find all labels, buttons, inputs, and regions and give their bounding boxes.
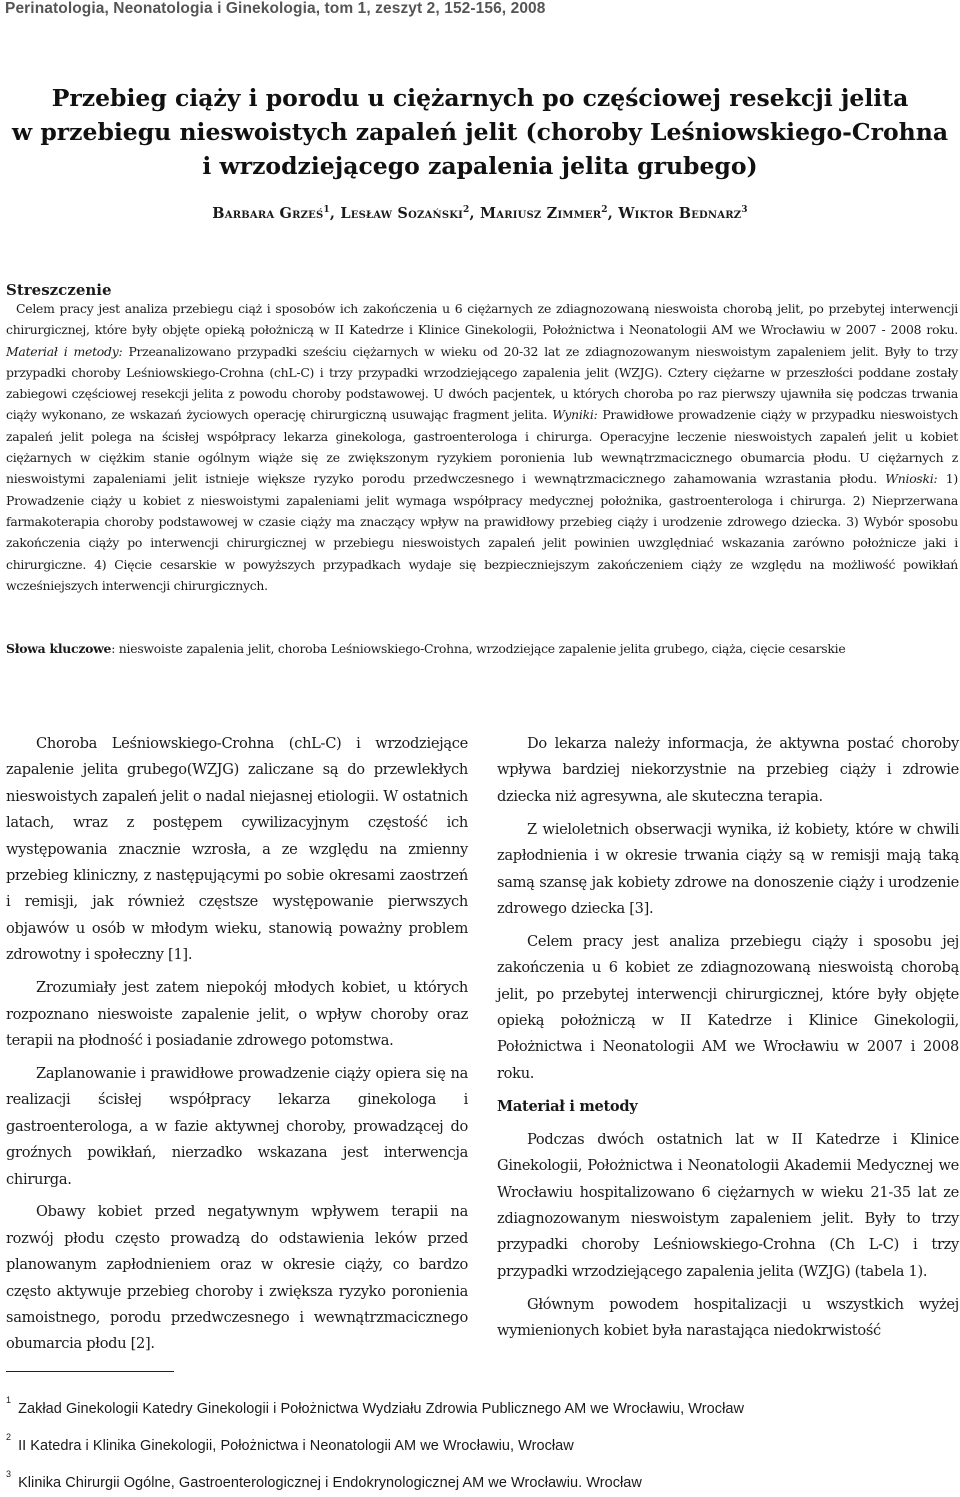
body-paragraph: Podczas dwóch ostatnich lat w II Katedrze i Klinice Ginekologii, Położnictwa i Neonatologii Akademii Medycznej we Wrocławiu hospitalizowano 6 ciężarnych w wieku 21-35 lat ze zdiagnozowanym nieswoistym zapaleniem jelit. Były to trzy przypadki choroby Leśniowskiego-Crohna (Ch L-C) i trzy przypadki wrzodziejącego zapalenia jelita (WZJG) (tabela 1).	[497, 1130, 959, 1280]
abstract-text	[6, 298, 958, 596]
footnotes	[6, 1386, 956, 1497]
body-paragraph: Obawy kobiet przed negatywnym wpływem terapii na rozwój płodu często prowadzą do odstawienia leków przed planowanym zapłodnieniem oraz w okresie ciąży, co bardzo często aktywuje przebieg choroby i zwiększa ryzyko poronienia samoistnego, porodu przedwczesnego i wewnątrzmacicznego obumarcia płodu [2].	[6, 1203, 468, 1353]
body-paragraph: Zaplanowanie i prawidłowe prowadzenie ciąży opiera się na realizacji ścisłej współpracy lekarza ginekologa i gastroenterologa, a w fazie aktywnej choroby, prowadzącej do groźnych powikłań, nierzadko wskazana jest interwencja chirurga.	[6, 1064, 468, 1188]
author-affiliation: 3	[741, 205, 748, 216]
author-name: Mariusz Zimmer	[479, 205, 602, 222]
author-name: Lesław Sozański	[340, 205, 464, 222]
body-paragraph: Choroba Leśniowskiego-Crohna (chL-C) i wrzodziejące zapalenie jelita grubego(WZJG) zaliczane są do przewlekłych nieswoistych zapaleń jelit o nadal niejasnej etiologii. W ostatnich latach, wraz z postępem cywilizacyjnym częstość ich występowania znacznie wzrosła, a ze względu na zmienny przebieg kliniczny, z następującymi po sobie okresami zaostrzeń i remisji, jak również częstsze występowanie pierwszych objawów u osób w młodym wieku, stanowią poważny problem zdrowotny i społeczny [1].	[6, 735, 468, 964]
footnote-number: 2	[6, 1432, 12, 1442]
abstract	[6, 298, 958, 596]
abstract-conclusions-label: Wnioski:	[885, 471, 938, 487]
author-affiliation: 2	[601, 205, 608, 216]
title-line: i wrzodziejącego zapalenia jelita grubego)	[202, 152, 758, 180]
footnote-number: 3	[6, 1469, 12, 1479]
keywords-label: Słowa kluczowe	[6, 641, 112, 656]
running-head: Perinatologia, Neonatologia i Ginekologia, tom 1, zeszyt 2, 152-156, 2008	[5, 0, 546, 17]
abstract-results-label: Wyniki:	[552, 407, 598, 423]
body-paragraph: Celem pracy jest analiza przebiegu ciąży i sposobu jej zakończenia u 6 kobiet ze zdiagnozowaną nieswoistą chorobą jelit, po przebytej interwencji chirurgicznej, które były objęte opieką położniczą w II Katedrze i Klinice Ginekologii, Położnictwa i Neonatologii AM we Wrocławiu w 2007 i 2008 roku.	[497, 932, 959, 1082]
abstract-aim: Celem pracy jest analiza przebiegu ciąż i sposobów ich zakończenia u 6 ciężarnych ze zdiagnozowaną nieswoista chorobą jelit, po przebytej interwencji chirurgicznej, które były objęte opieką położniczą w II Katedrze i Klinice Ginekologii, Położnictwa i Neonatologii AM we Wrocławiu w 2007 - 2008 roku.	[6, 301, 958, 338]
author-name: Wiktor Bednarz	[618, 205, 742, 222]
footnote-divider	[6, 1371, 174, 1372]
keywords-text: : nieswoiste zapalenia jelit, choroba Leśniowskiego-Crohna, wrzodziejące zapalenie jelita grubego, ciąża, cięcie cesarskie	[111, 641, 846, 656]
footnote-number: 1	[6, 1395, 12, 1405]
author-affiliation: 2	[463, 205, 470, 216]
abstract-heading: Streszczenie	[6, 281, 112, 299]
abstract-methods-label: Materiał i metody:	[6, 343, 123, 359]
body-paragraph: Z wieloletnich obserwacji wynika, iż kobiety, które w chwili zapłodnienia i w okresie trwania ciąży są w remisji mają taką samą szansę jak kobiety zdrowe na donoszenie ciąży i urodzenie zdrowego dziecka [3].	[497, 820, 959, 917]
article-title	[0, 81, 960, 183]
body-paragraph: Głównym powodem hospitalizacji u wszystkich wyżej wymienionych kobiet była narastająca niedokrwistość	[497, 1295, 959, 1340]
author-list: Barbara Grześ$^1$, Lesław Sozański$^2$, Mariusz Zimmer$^2$, Wiktor Bednarz$^3$	[212, 205, 748, 222]
abstract-methods: Przeanalizowano przypadki sześciu ciężarnych w wieku od 20-32 lat ze zdiagnozowanym nieswoistym zapaleniem jelit. Były to trzy przypadki choroby Leśniowskiego-Crohna (chL-C) i trzy przypadki wrzodziejącego zapalenia jelit (WZJG). Cztery ciężarne w przeszłości poddane zostały zabiegowi częściowej resekcji jelita z powodu choroby podstawowej. U dwóch pacjentek, u których choroba po raz pierwszy ujawniła się podczas trwania ciąży wykonano, ze wskazań życiowych operację chirurgiczną usuwając fragment jelita.	[6, 343, 958, 423]
footnote	[6, 1386, 956, 1423]
section-heading-methods: Materiał i metody	[497, 1097, 638, 1115]
abstract-results: Prawidłowe prowadzenie ciąży w przypadku nieswoistych zapaleń jelit polega na ścisłej współpracy lekarza ginekologa, gastroenterologa i chirurga. Operacyjne leczenie nieswoistych zapaleń jelit u kobiet ciężarnych w ciężkim stanie ogólnym wiąże się ze zwiększonym ryzykiem poronienia lub wewnątrzmacicznego obumarcia płodu. U ciężarnych z nieswoistymi zapaleniami jelit istnieje większe ryzyko porodu przedwczesnego i wewnątrzmacicznego zahamowania wzrastania płodu.	[6, 407, 958, 487]
footnote-text: Klinika Chirurgii Ogólne, Gastroenterologicznej i Endokrynologicznej AM we Wrocławiu. Wrocław	[18, 1475, 642, 1491]
body-paragraph: Zrozumiały jest zatem niepokój młodych kobiet, u których rozpoznano nieswoiste zapalenie jelit, o wpływ choroby oraz terapii na płodność i posiadanie zdrowego potomstwa.	[6, 979, 468, 1049]
footnote-text: Zakład Ginekologii Katedry Ginekologii i Położnictwa Wydziału Zdrowia Publicznego AM we Wrocławiu, Wrocław	[18, 1401, 744, 1417]
abstract-conclusions: 1) Prowadzenie ciąży u kobiet z nieswoistymi zapaleniami jelit wymaga współpracy medycznej położnika, gastroenterologa i chirurga. 2) Nieprzerwana farmakoterapia choroby podstawowej w czasie ciąży ma znaczący wpływ na prawidłowy przebieg ciąży i urodzenie zdrowego dziecka. 3) Wybór sposobu zakończenia ciąży po interwencji chirurgicznej w przebiegu nieswoistych zapaleń jelit powinien uwzględniać wskazania zarówno położnicze jaki i chirurgiczne. 4) Cięcie cesarskie w powyższych przypadkach wydaje się bezpieczniejszym zakończeniem ciąży ze względu na możliwość powikłań wcześniejszych interwencji chirurgicznych.	[6, 471, 958, 593]
title-line: w przebiegu nieswoistych zapaleń jelit (choroby Leśniowskiego-Crohna	[11, 118, 949, 146]
title-line: Przebieg ciąży i porodu u ciężarnych po częściowej resekcji jelita	[51, 84, 909, 112]
footnote	[6, 1423, 956, 1460]
body-column-right	[497, 731, 959, 1351]
body-column-left	[6, 731, 468, 1364]
footnote-text: II Katedra i Klinika Ginekologii, Położnictwa i Neonatologii AM we Wrocławiu, Wrocław	[18, 1438, 574, 1454]
author-name: Barbara Grześ	[212, 205, 324, 222]
body-paragraph: Do lekarza należy informacja, że aktywna postać choroby wpływa bardziej niekorzystnie na przebieg ciąży i zdrowie dziecka niż agresywna, ale skuteczna terapia.	[497, 735, 959, 805]
author-affiliation: 1	[323, 205, 330, 216]
keywords	[6, 638, 956, 659]
